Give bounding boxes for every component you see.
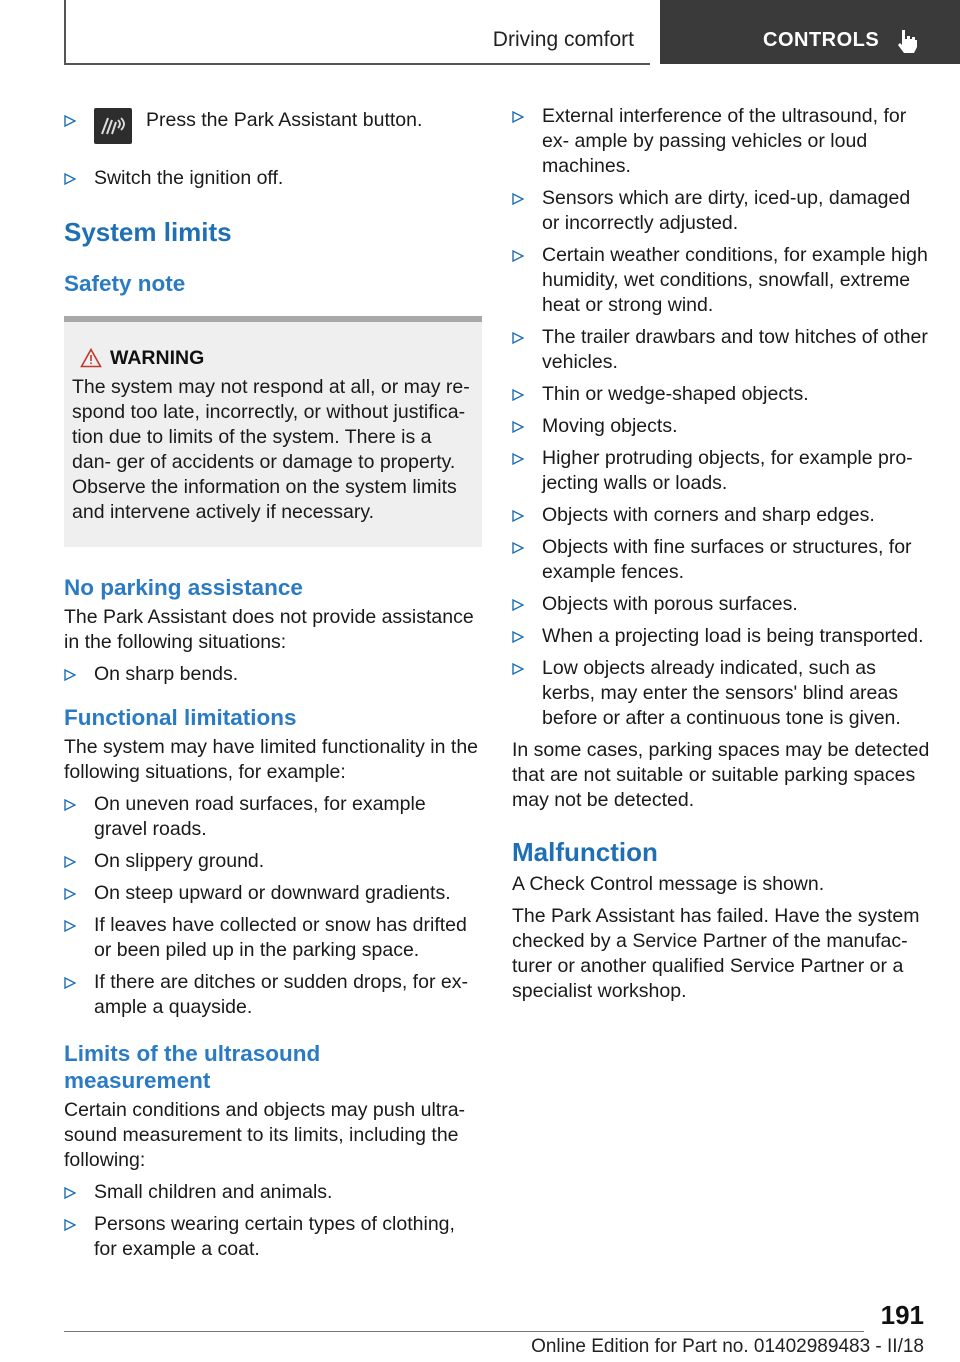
malfunction-text-2: The Park Assistant has failed. Have the system checked by a Service Partner of the manufac‐ turer or another qualified Service Partner or a specialist workshop.: [512, 905, 920, 1002]
list-item: [64, 662, 482, 687]
heading-ultrasound-limits: [64, 1040, 482, 1094]
bullet-triangle-icon: [64, 1219, 76, 1231]
list-item: [64, 849, 482, 874]
bullet-triangle-icon: [64, 1187, 76, 1199]
warning-box: [64, 316, 482, 547]
warning-triangle-icon: [80, 348, 102, 368]
heading-ultrasound-line-2: measurement: [64, 1068, 211, 1093]
ultrasound-text: Certain conditions and objects may push ultra‐ sound measurement to its limits, including the following:: [64, 1099, 466, 1171]
bullet-triangle-icon: [512, 631, 524, 643]
footer-rule: [64, 1331, 864, 1332]
list-item-text: Persons wearing certain types of clothing, for example a coat.: [94, 1213, 455, 1260]
heading-ultrasound-line-1: Limits of the ultrasound: [64, 1041, 321, 1066]
bullet-triangle-icon: [512, 599, 524, 611]
page-number: 191: [880, 1300, 924, 1330]
list-item: [512, 325, 932, 375]
bullet-triangle-icon: [512, 453, 524, 465]
header-frame-bottom: [64, 63, 650, 65]
list-item: [64, 970, 482, 1020]
bullet-triangle-icon: [512, 389, 524, 401]
malfunction-text-1: A Check Control message is shown.: [512, 873, 825, 895]
heading-no-parking-assistance: No parking assistance: [64, 575, 303, 600]
list-item-text: Sensors which are dirty, iced‐up, damaged or incorrectly adjusted.: [542, 187, 911, 234]
list-item-text: Objects with corners and sharp edges.: [542, 504, 875, 526]
list-item-text: The trailer drawbars and tow hitches of other vehicles.: [542, 326, 928, 373]
bullet-triangle-icon: [512, 663, 524, 675]
list-item: [64, 881, 482, 906]
bullet-triangle-icon: [64, 977, 76, 989]
list-item-text: Low objects already indicated, such as kerbs, may enter the sensors' blind areas before or after a continuous tone is given.: [542, 657, 901, 729]
list-item: [64, 1212, 482, 1262]
bullet-triangle-icon: [64, 856, 76, 868]
right-column: [512, 104, 932, 1004]
bullet-triangle-icon: [64, 115, 76, 127]
list-item-text: Press the Park Assistant button.: [146, 109, 423, 131]
list-item-text: If leaves have collected or snow has drifted or been piled up in the parking space.: [94, 914, 467, 961]
no-parking-text: The Park Assistant does not provide assistance in the following situations:: [64, 606, 474, 653]
park-assistant-button-icon: [94, 108, 132, 144]
list-item: [512, 104, 932, 179]
bullet-triangle-icon: [512, 111, 524, 123]
header-section-title: Driving comfort: [492, 28, 634, 51]
detection-text: In some cases, parking spaces may be detected that are not suitable or suitable parking spaces may not be detected.: [512, 739, 930, 811]
warning-title: [72, 346, 474, 371]
heading-functional-limitations: Functional limitations: [64, 705, 297, 730]
list-item: [512, 243, 932, 318]
functional-text: The system may have limited functionality in the following situations, for example:: [64, 736, 479, 783]
bullet-triangle-icon: [512, 332, 524, 344]
list-item: [512, 624, 932, 649]
list-item: [512, 656, 932, 731]
bullet-triangle-icon: [512, 421, 524, 433]
heading-system-limits: System limits: [64, 217, 232, 247]
bullet-triangle-icon: [64, 888, 76, 900]
header-frame-left: [64, 0, 66, 64]
list-item: [512, 414, 932, 439]
list-item-text: External interference of the ultrasound, for ex‐ ample by passing vehicles or loud machines.: [542, 105, 907, 177]
list-item-text: On slippery ground.: [94, 850, 265, 872]
list-item: [512, 446, 932, 496]
bullet-triangle-icon: [512, 250, 524, 262]
header-chapter-title: CONTROLS: [763, 29, 880, 51]
list-item-text: When a projecting load is being transported.: [542, 625, 924, 647]
footer-edition: Online Edition for Part no. 01402989483 - II/18: [531, 1336, 924, 1357]
list-item-text: If there are ditches or sudden drops, for ex‐ ample a quayside.: [94, 971, 468, 1018]
list-item-text: On steep upward or downward gradients.: [94, 882, 451, 904]
list-item: [512, 382, 932, 407]
list-item: [512, 535, 932, 585]
list-item-text: Moving objects.: [542, 415, 678, 437]
list-item-text: Objects with porous surfaces.: [542, 593, 798, 615]
bullet-triangle-icon: [512, 542, 524, 554]
bullet-triangle-icon: [64, 920, 76, 932]
bullet-triangle-icon: [64, 173, 76, 185]
list-item-text: Certain weather conditions, for example high humidity, wet conditions, snowfall, extreme heat or strong wind.: [542, 244, 928, 316]
list-item: [512, 503, 932, 528]
pointing-hand-icon: [893, 27, 921, 55]
list-item: [64, 108, 482, 148]
heading-safety-note: Safety note: [64, 271, 186, 296]
bullet-triangle-icon: [64, 669, 76, 681]
list-item-text: Switch the ignition off.: [94, 167, 284, 189]
bullet-triangle-icon: [512, 510, 524, 522]
list-item-text: Thin or wedge‐shaped objects.: [542, 383, 809, 405]
list-item: [64, 792, 482, 842]
heading-malfunction: Malfunction: [512, 837, 658, 867]
list-item-text: Objects with fine surfaces or structures, for example fences.: [542, 536, 912, 583]
list-item-text: On uneven road surfaces, for example gravel roads.: [94, 793, 426, 840]
list-item-text: Higher protruding objects, for example pro‐ jecting walls or loads.: [542, 447, 913, 494]
list-item: [512, 186, 932, 236]
list-item: [64, 166, 482, 191]
warning-text: The system may not respond at all, or may re‐ spond too late, incorrectly, or without justifica‐ tion due to limits of the system. There is a dan‐ ger of accidents or damage to property. Observe the information on the system limits and intervene actively if necessary.: [72, 376, 470, 523]
bullet-triangle-icon: [64, 799, 76, 811]
bullet-triangle-icon: [512, 193, 524, 205]
list-item: [512, 592, 932, 617]
warning-title-text: WARNING: [110, 347, 205, 369]
list-item: [64, 1180, 482, 1205]
list-item-text: Small children and animals.: [94, 1181, 333, 1203]
left-column: [64, 100, 482, 1262]
list-item-text: On sharp bends.: [94, 663, 239, 685]
list-item: [64, 913, 482, 963]
